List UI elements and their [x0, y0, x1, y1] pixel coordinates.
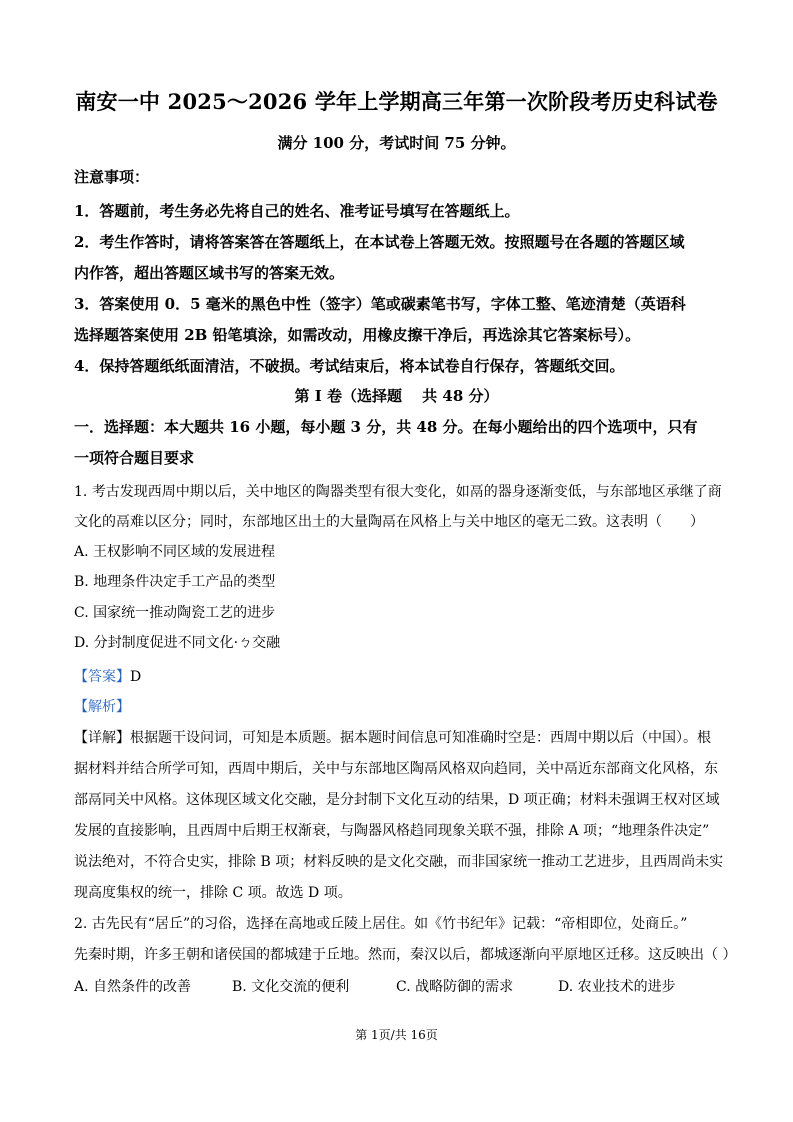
q1-detail-line-2: 据材料并结合所学可知，西周中期后，关中与东部地区陶鬲风格双向趋同，关中鬲近东部商文化风格，东 [74, 761, 718, 777]
q2-option-c: C. 战略防御的需求 [396, 979, 514, 995]
answer-tag: 【答案】 [74, 669, 130, 685]
q1-detail-line-3: 部鬲同关中风格。这体现区域文化交融，是分封制下文化互动的结果，D 项正确；材料未强调王权对区域 [74, 792, 720, 808]
page-footer: 第 1页/共 16页 [355, 1028, 438, 1042]
q2-option-b: B. 文化交流的便利 [232, 979, 350, 995]
note-line-6: 4．保持答题纸纸面清洁，不破损。考试结束后，将本试卷自行保存，答题纸交回。 [74, 357, 625, 375]
part-intro-line-1: 一．选择题：本大题共 16 小题，每小题 3 分，共 48 分。在每小题给出的四个选项中，只有 [74, 418, 698, 436]
section-title: 第 I 卷（选择题 共 48 分） [294, 387, 499, 405]
q1-option-c: C. 国家统一推动陶瓷工艺的进步 [74, 605, 276, 621]
note-line-2: 2．考生作答时，请将答案答在答题纸上，在本试卷上答题无效。按照题号在各题的答题区域 [74, 233, 685, 251]
detail-tag: 【详解】 [74, 730, 130, 746]
q1-stem-line-2: 文化的鬲难以区分；同时，东部地区出土的大量陶鬲在风格上与关中地区的毫无二致。这表明（ ） [74, 514, 704, 530]
q1-option-d: D. 分封制度促进不同文化·ㄅ交融 [74, 635, 281, 651]
analysis-tag: 【解析】 [74, 699, 130, 715]
note-line-5: 选择题答案使用 2B 铅笔填涂，如需改动，用橡皮擦干净后，再选涂其它答案标号）。 [74, 326, 641, 344]
q1-detail-line-1 [74, 727, 711, 747]
q1-option-b: B. 地理条件决定手工产品的类型 [74, 574, 276, 590]
q1-option-a: A. 王权影响不同区域的发展进程 [74, 544, 276, 560]
answer-value: D [130, 669, 142, 685]
q2-option-d: D. 农业技术的进步 [558, 979, 676, 995]
q2-stem-line-2: 先秦时期，许多王朝和诸侯国的都城建于丘地。然而，秦汉以后，都城逐渐向平原地区迁移。这反映出（ ） [74, 947, 737, 963]
note-line-1: 1．答题前，考生务必先将自己的姓名、准考证号填写在答题纸上。 [74, 202, 520, 220]
q1-detail-line-4: 发展的直接影响，且西周中后期王权渐衰，与陶器风格趋同现象关联不强，排除 A 项；“地理条件决定” [74, 823, 710, 839]
notes-heading: 注意事项： [74, 168, 150, 186]
q2-stem-line-1: 2. 古先民有“居丘”的习俗，选择在高地或丘陵上居住。如《竹书纪年》记载：“帝相即位，处商丘。” [74, 916, 688, 932]
exam-title: 南安一中 2025～2026 学年上学期高三年第一次阶段考历史科试卷 [75, 89, 718, 114]
q1-stem-line-1: 1. 考古发现西周中期以后，关中地区的陶器类型有很大变化，如鬲的器身逐渐变低，与东部地区承继了商 [74, 484, 722, 500]
part-intro-line-2: 一项符合题目要求 [74, 449, 195, 467]
q1-answer [74, 666, 141, 686]
exam-subtitle: 满分 100 分，考试时间 75 分钟。 [277, 134, 516, 152]
note-line-4: 3．答案使用 0．5 毫米的黑色中性（签字）笔或碳素笔书写，字体工整、笔迹清楚（英语科 [74, 295, 686, 313]
q1-detail-line-5: 说法绝对，不符合史实，排除 B 项；材料反映的是文化交融，而非国家统一推动工艺进步，且西周尚未实 [74, 854, 724, 870]
detail-text: 根据题干设问词，可知是本质题。据本题时间信息可知准确时空是：西周中期以后（中国）。根 [130, 730, 711, 746]
note-line-3: 内作答，超出答题区域书写的答案无效。 [74, 264, 345, 282]
q2-option-a: A. 自然条件的改善 [74, 979, 192, 995]
q1-detail-line-6: 现高度集权的统一，排除 C 项。故选 D 项。 [74, 885, 352, 901]
